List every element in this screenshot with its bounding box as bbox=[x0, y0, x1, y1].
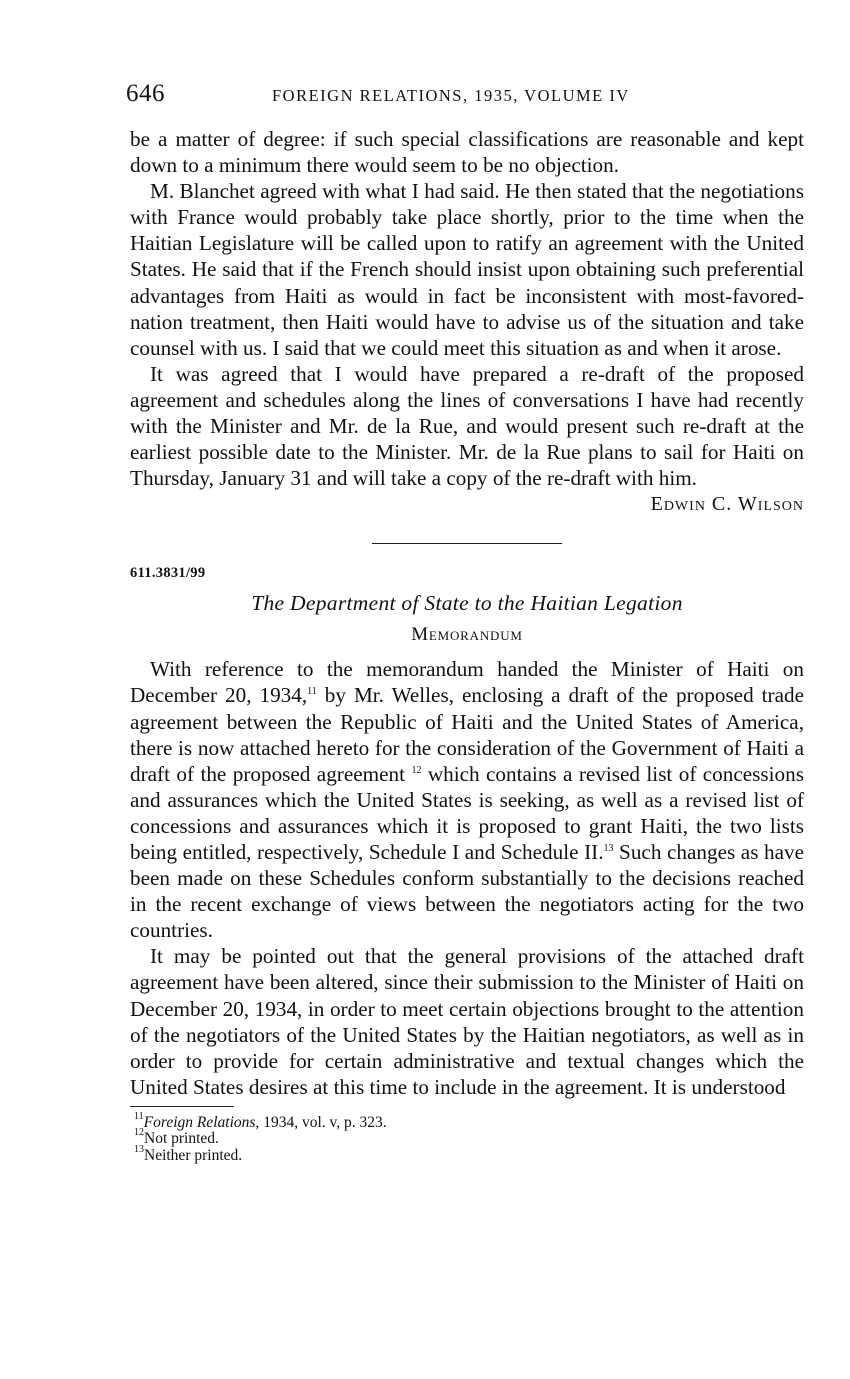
text-run: Such changes as have been made on these Schedules conform substantially to the decisions reached in the recent exchange of views between the negotiators acting for the two countries. bbox=[130, 839, 804, 943]
footnote-divider bbox=[130, 1106, 234, 1107]
footnote-italic: Foreign Relations, bbox=[143, 1113, 260, 1131]
memorandum-body bbox=[130, 656, 804, 1100]
running-title: FOREIGN RELATIONS, 1935, VOLUME IV bbox=[272, 86, 630, 105]
paragraph: be a matter of degree: if such special classifications are reasonable and kept down to a minimum there would seem to be no objection. bbox=[130, 127, 804, 178]
document-subtitle: Memorandum bbox=[411, 624, 523, 646]
page-number: 646 bbox=[126, 80, 165, 107]
file-number: 611.3831/99 bbox=[130, 565, 206, 582]
footnote-ref: 11 bbox=[307, 686, 317, 698]
footnote-text: Neither printed. bbox=[144, 1146, 243, 1164]
footnote-number: 12 bbox=[134, 1127, 144, 1139]
footnote-ref: 12 bbox=[411, 764, 422, 776]
continued-letter bbox=[130, 126, 804, 491]
document-page bbox=[126, 80, 805, 1164]
document-title: The Department of State to the Haitian Legation bbox=[251, 591, 683, 616]
text-run: by Mr. Welles, enclosing a draft of the proposed trade agreement between the Republic of Haiti and the United States of America, there is now attached hereto for the consideration of the Government of Haiti a draft of the proposed agreement bbox=[130, 683, 805, 786]
signature: Edwin C. Wilson bbox=[650, 493, 804, 516]
section-divider bbox=[372, 543, 562, 544]
paragraph: It may be pointed out that the general provisions of the attached draft agreement have been altered, since their submission to the Minister of Haiti on December 20, 1934, in order to meet certain objections brought to the attention of the negotiators of the United States by the Haitian negotiators, as well as in order to provide for certain administrative and textual changes which the United States desires at this time to include in the agreement. It is understood bbox=[130, 944, 804, 1099]
running-head bbox=[126, 80, 804, 112]
footnote-text: Not printed. bbox=[144, 1130, 219, 1148]
paragraph: It was agreed that I would have prepared a re-draft of the proposed agreement and schedules along the lines of conversations I have had recently with the Minister and Mr. de la Rue, and would present such re-draft at the earliest possible date to the Minister. Mr. de la Rue plans to sail for Haiti on Thursday, January 31 and will take a copy of the re-draft with him. bbox=[130, 361, 804, 491]
footnote bbox=[134, 1110, 804, 1132]
footnote-number: 13 bbox=[134, 1143, 144, 1155]
text-run: With reference to the memorandum handed the Minister of Haiti on December 20, 1934, bbox=[130, 657, 804, 708]
footnote bbox=[134, 1143, 804, 1165]
footnote bbox=[134, 1127, 804, 1148]
footnote-number: 11 bbox=[134, 1110, 144, 1122]
paragraph: M. Blanchet agreed with what I had said. He then stated that the negotiations with France would probably take place shortly, prior to the time when the Haitian Legislature will be called upon to ratify an agreement with the United States. He said that if the French should insist upon obtaining such preferential advantages from Haiti as would in fact be inconsistent with most-favored-nation treatment, then Haiti would have to advise us of the situation and take counsel with us. I said that we could meet this situation as and when it arose. bbox=[130, 179, 804, 360]
footnotes bbox=[134, 1110, 804, 1165]
text-run: which contains a revised list of concessions and assurances which the United States is seeking, as well as a revised list of concessions and assurances which it is proposed to grant Haiti, the two lists being entitled, respectively, Schedule I and Schedule II. bbox=[130, 761, 804, 864]
footnote-text: 1934, vol. v, p. 323. bbox=[259, 1113, 387, 1131]
paragraph bbox=[130, 656, 804, 943]
footnote-ref: 13 bbox=[603, 842, 614, 854]
